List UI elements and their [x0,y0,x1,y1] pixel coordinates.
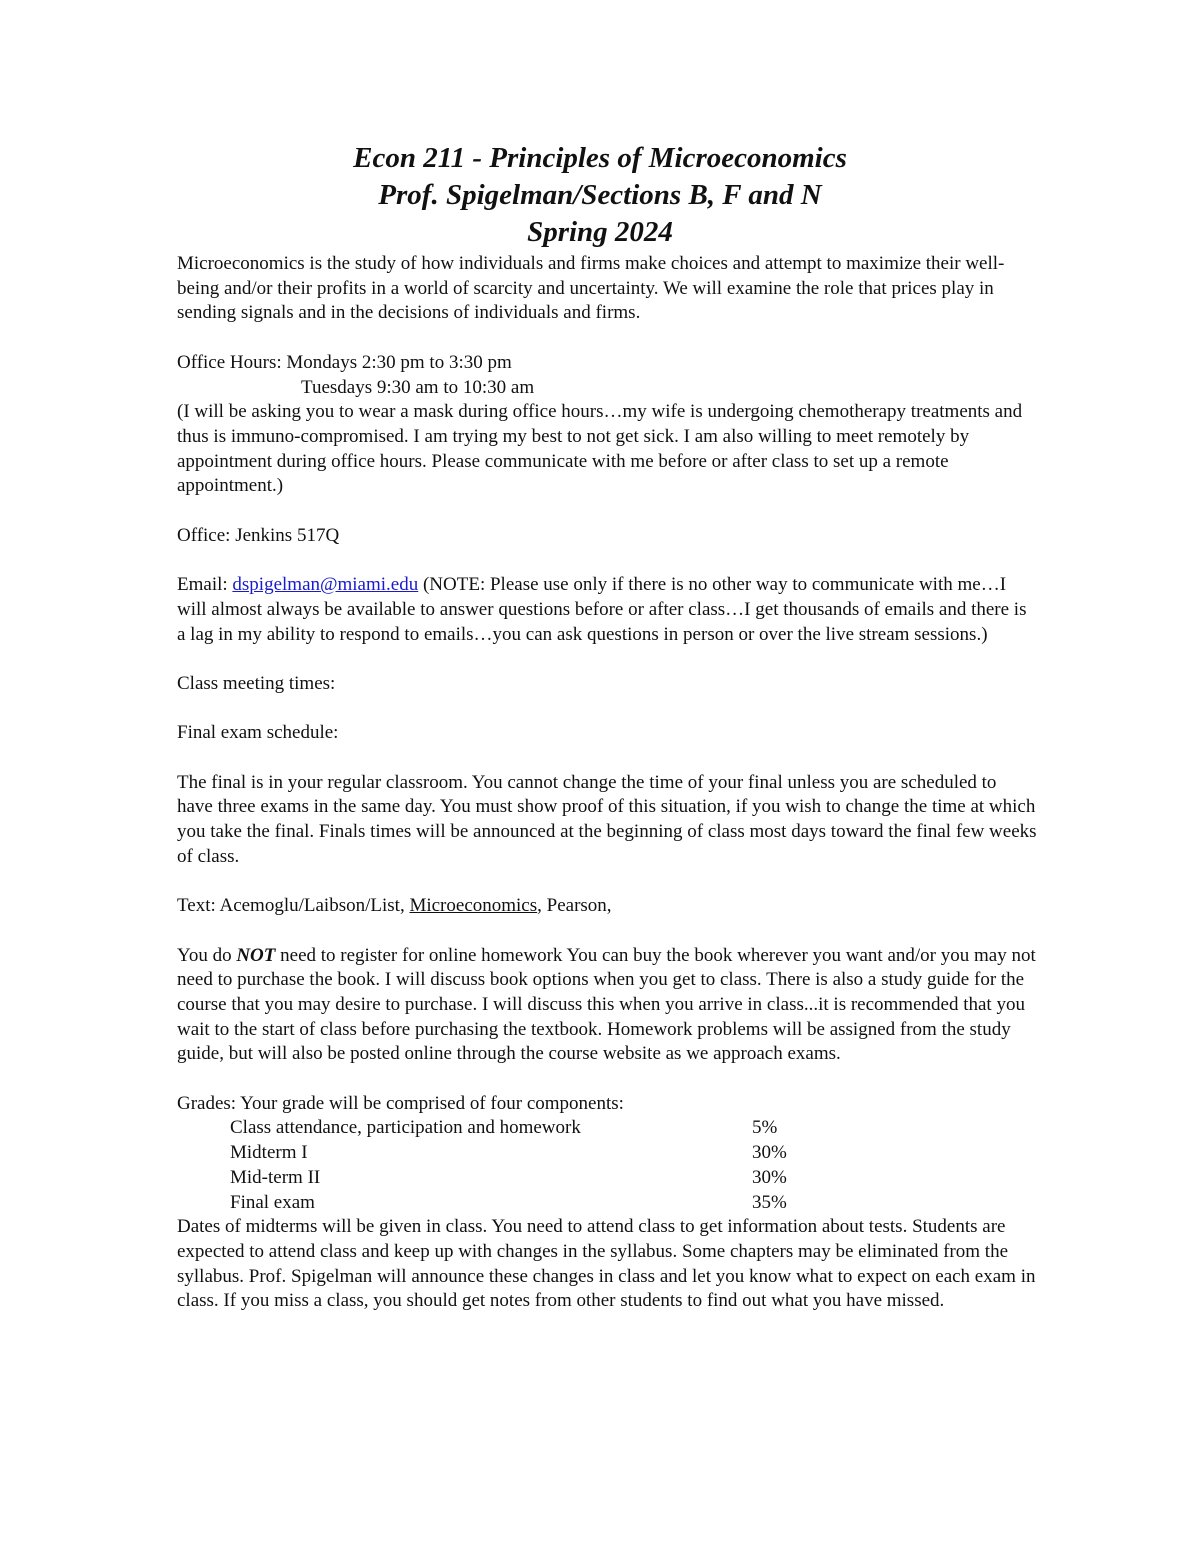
final-exam-schedule: Final exam schedule: [177,722,339,744]
office-hours-label: Office Hours: [177,351,287,373]
homework-before: You do [177,944,237,966]
grades-after-paragraph: Dates of midterms will be given in class. You need to attend class to get information about tests. Students are expected to attend class and keep up with changes in the syllabus. Some chapters may be eliminated from the syllabus. Prof. Spigelman will announce these changes in class and let you know what to expect on each exam in class. If you miss a class, you should get notes from other students to find out what you have missed. [177,1216,1036,1312]
grade-component-name: Mid-term II [230,1166,321,1188]
office-hours-line1 [177,351,1037,376]
homework-paragraph [177,944,1037,1068]
syllabus-body [177,252,1037,1314]
office-hours-monday: Mondays 2:30 pm to 3:30 pm [286,351,512,373]
table-row [230,1166,832,1191]
office-location: Office: Jenkins 517Q [177,524,340,546]
email-label: Email: [177,574,233,596]
table-row [230,1116,832,1141]
office-hours-tuesday: Tuesdays 9:30 am to 10:30 am [301,376,535,398]
table-row [230,1141,832,1166]
email-link[interactable]: dspigelman@miami.edu [232,574,419,596]
grades-table [230,1116,832,1215]
final-exam-info: The final is in your regular classroom. You cannot change the time of your final unless you are scheduled to have three exams in the same day. You must show proof of this situation, if you wish to change the time at which you take the final. Finals times will be announced at the beginning of class most days toward the final few weeks of class. [177,771,1037,867]
instructor-sections: Prof. Spigelman/Sections B, F and N [378,179,822,211]
textbook-publisher: , Pearson, [537,895,612,917]
grades-intro: Grades: Your grade will be comprised of four components: [177,1092,624,1114]
grade-component-percent: 30% [752,1166,787,1188]
email-note: (NOTE: Please use only if there is no other way to communicate with me…I will almost always be available to answer questions before or after class…I get thousands of emails and there is a lag in my ability to respond to emails…you can ask questions in person or over the live stream sessions.) [177,574,1027,645]
textbook-line [177,894,1037,919]
table-row [230,1191,832,1216]
grade-component-percent: 5% [752,1117,778,1139]
course-title: Econ 211 - Principles of Microeconomics [353,142,847,174]
grade-component-percent: 35% [752,1191,787,1213]
intro-paragraph: Microeconomics is the study of how individuals and firms make choices and attempt to maximize their well-being and/or their profits in a world of scarcity and uncertainty. We will examine the role that prices play in sending signals and in the decisions of individuals and firms. [177,253,1005,324]
homework-after: need to register for online homework You can buy the book wherever you want and/or you may not need to purchase the book. I will discuss book options when you get to class. There is also a study guide for the course that you may desire to purchase. I will discuss this when you arrive in class...it is recommended that you wait to the start of class before purchasing the textbook. Homework problems will be assigned from the study guide, but will also be posted online through the course website as we approach exams. [177,944,1036,1065]
textbook-title: Microeconomics [409,895,538,917]
term: Spring 2024 [527,216,673,248]
homework-emphasis: NOT [236,944,276,966]
grade-component-name: Final exam [230,1191,315,1213]
class-meeting-times: Class meeting times: [177,672,336,694]
grade-component-name: Class attendance, participation and homework [230,1117,581,1139]
grade-component-name: Midterm I [230,1142,308,1164]
email-paragraph [177,573,1037,647]
title-block [0,140,1200,251]
textbook-label: Text: Acemoglu/Laibson/List, [177,895,410,917]
office-hours-note: (I will be asking you to wear a mask during office hours…my wife is undergoing chemotherapy treatments and thus is immuno-compromised. I am trying my best to not get sick. I am also willing to meet remotely by appointment during office hours. Please communicate with me before or after class to set up a remote appointment.) [177,401,1023,497]
grade-component-percent: 30% [752,1142,787,1164]
